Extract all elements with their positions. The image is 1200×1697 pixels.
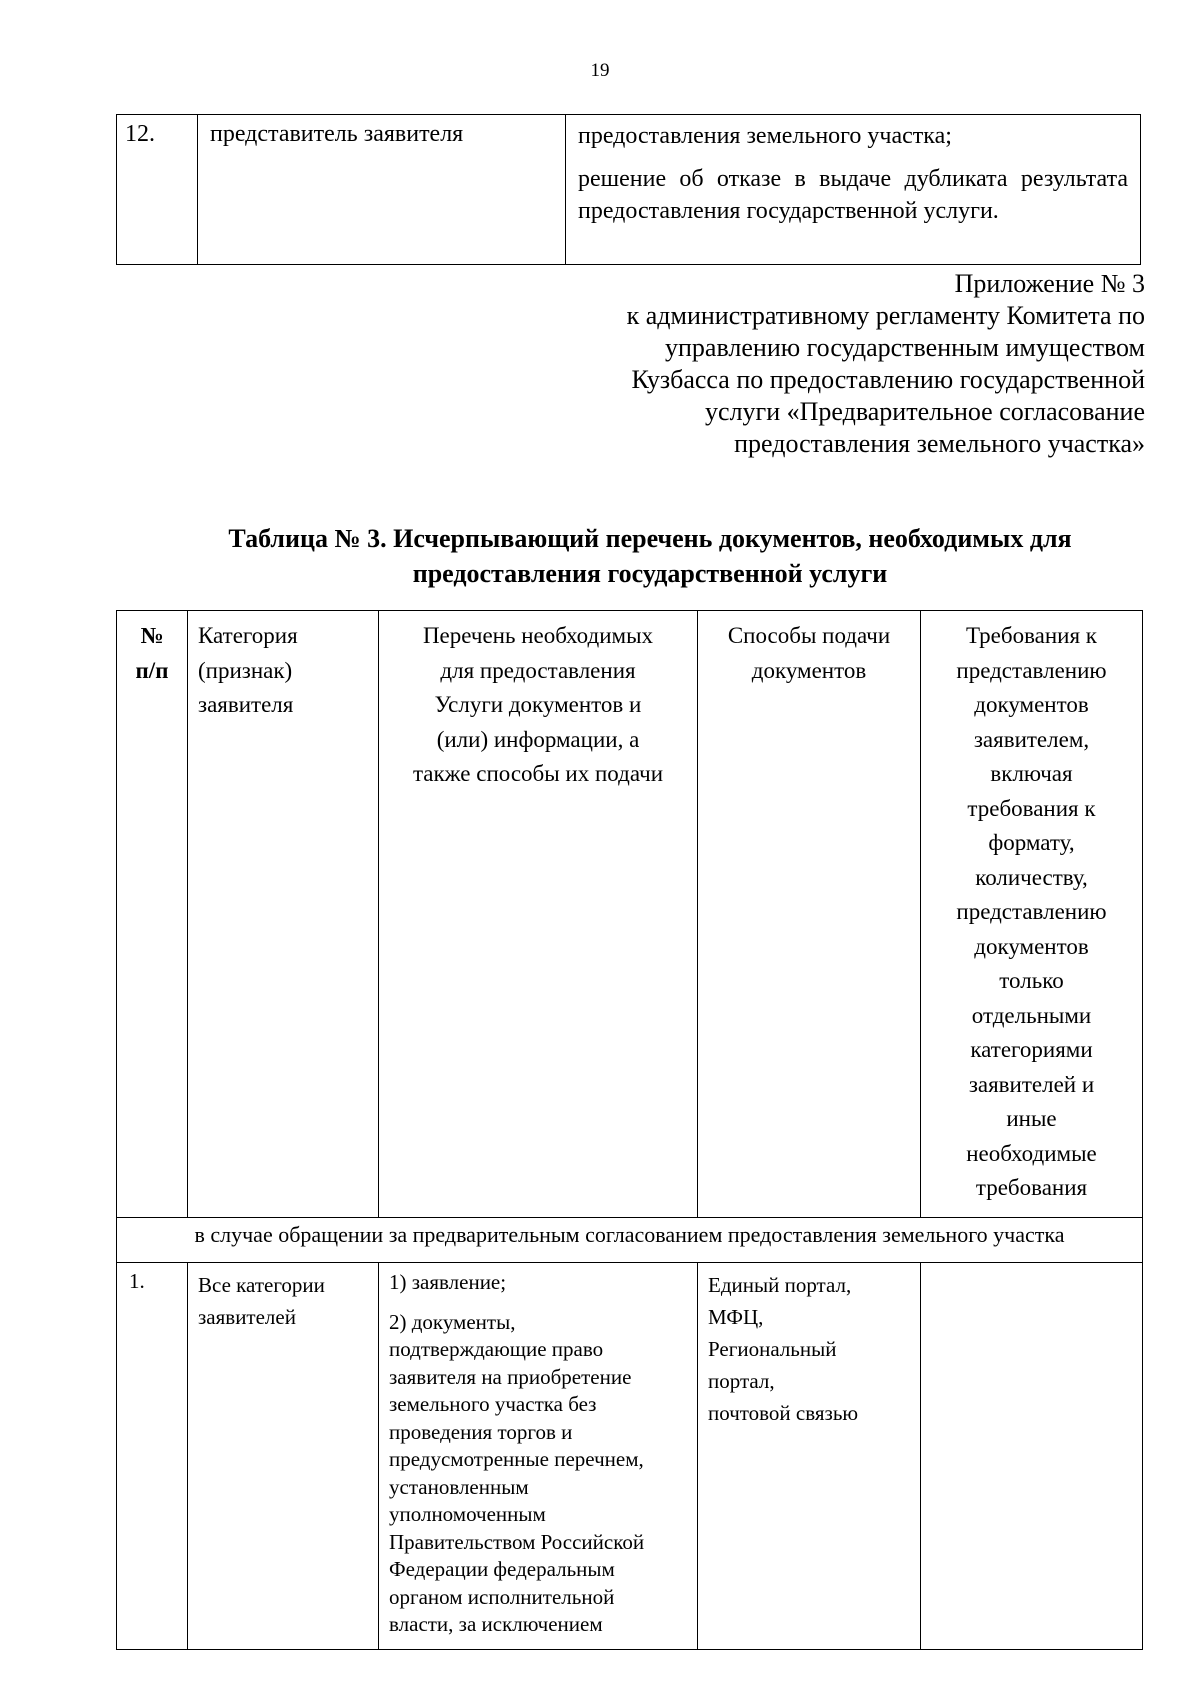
section-title: в случае обращении за предварительным согласованием предоставления земельного участка [117, 1218, 1143, 1263]
cell-line: проведения торгов и [389, 1419, 573, 1444]
document-item: 1) заявление; [389, 1270, 507, 1294]
header-number-symbol: № [140, 623, 164, 648]
header-line: включая [990, 761, 1073, 786]
header-line: Способы подачи [727, 623, 891, 648]
table-title-line: Таблица № 3. Исчерпывающий перечень документов, необходимых для [228, 524, 1072, 553]
header-line: иные [1006, 1106, 1057, 1131]
documents-table [116, 610, 1143, 1650]
header-line: формату, [988, 830, 1075, 855]
header-line: (или) информации, а [436, 726, 640, 752]
row-number: 1. [117, 1263, 188, 1650]
header-documents [379, 611, 698, 1218]
header-line: только [999, 968, 1064, 993]
table-title-line: предоставления государственной услуги [412, 559, 888, 588]
submission-ways [698, 1263, 921, 1650]
header-line: необходимые [966, 1140, 1097, 1166]
appendix-line: Кузбасса по предоставлению государственной [631, 365, 1145, 394]
cell-line: власти, за исключением [389, 1612, 603, 1636]
cell-line: установленным [389, 1474, 529, 1499]
appendix-line: управлению государственным имуществом [665, 333, 1145, 362]
cell-line: Региональный [708, 1337, 837, 1361]
cell-line: портал, [708, 1369, 775, 1393]
table-row [117, 1263, 1143, 1650]
cell-line: Все категории [198, 1273, 325, 1297]
header-line: категориями [970, 1037, 1093, 1062]
page-number: 19 [590, 60, 610, 81]
header-ways [698, 611, 921, 1218]
header-line: Категория [198, 623, 298, 648]
header-line: требования [975, 1175, 1088, 1200]
cell-line: 2) документы, [389, 1309, 516, 1334]
result-cell [566, 115, 1141, 265]
appendix-line: предоставления земельного участка» [734, 429, 1145, 458]
header-line: Перечень необходимых [422, 623, 654, 648]
header-requirements [921, 611, 1143, 1218]
cell-line: уполномоченным [389, 1502, 546, 1526]
table-row [117, 115, 1141, 265]
header-category [188, 611, 379, 1218]
cell-line: заявителя на приобретение [389, 1364, 632, 1389]
header-line: Требования к [966, 623, 1097, 648]
header-line: Услуги документов и [434, 692, 642, 717]
table-header-row [117, 611, 1143, 1218]
header-line: документов [974, 933, 1089, 959]
header-number [117, 611, 188, 1218]
header-line: требования к [967, 795, 1096, 821]
cell-line: МФЦ, [708, 1305, 764, 1329]
cell-line: подтверждающие право [389, 1337, 604, 1361]
row-number: 12. [117, 115, 198, 265]
header-line: для предоставления [440, 657, 636, 683]
table-title [150, 521, 1150, 591]
continuation-table [116, 114, 1141, 265]
header-line: также способы их подачи [412, 761, 664, 786]
header-line: отдельными [971, 1002, 1092, 1028]
cell-line: заявителей [198, 1305, 296, 1329]
result-paragraph: решение об отказе в выдаче дубликата результата предоставления государственной услуги. [578, 166, 1128, 224]
header-line: представлению [956, 899, 1107, 924]
header-line: документов [974, 692, 1089, 717]
header-line: заявителя [198, 692, 294, 717]
documents-list [379, 1263, 698, 1650]
header-line: документов [751, 657, 867, 683]
cell-line: почтовой связью [708, 1401, 859, 1425]
result-line: предоставления земельного участка; [578, 123, 952, 149]
cell-line: Федерации федеральным [389, 1557, 615, 1581]
cell-line: Правительством Российской [389, 1529, 645, 1554]
appendix-line: Приложение № 3 [954, 269, 1145, 298]
cell-line: земельного участка без [389, 1392, 597, 1416]
requirements-cell [921, 1263, 1143, 1650]
cell-line: предусмотренные перечнем, [389, 1447, 644, 1471]
cell-line: органом исполнительной [389, 1584, 615, 1609]
header-line: количеству, [975, 864, 1088, 890]
header-line: заявителем, [973, 726, 1090, 752]
document-item [389, 1309, 691, 1639]
header-number-label: п/п [135, 657, 169, 683]
appendix-line: к административному регламенту Комитета по [626, 301, 1145, 330]
header-line: (признак) [198, 657, 293, 683]
appendix-header [445, 268, 1145, 460]
applicant-category: представитель заявителя [198, 115, 566, 265]
header-line: заявителей и [968, 1071, 1095, 1097]
applicant-category [188, 1263, 379, 1650]
appendix-line: услуги «Предварительное согласование [705, 397, 1145, 426]
header-line: представлению [956, 657, 1107, 683]
cell-line: Единый портал, [708, 1273, 852, 1297]
section-row [117, 1218, 1143, 1263]
